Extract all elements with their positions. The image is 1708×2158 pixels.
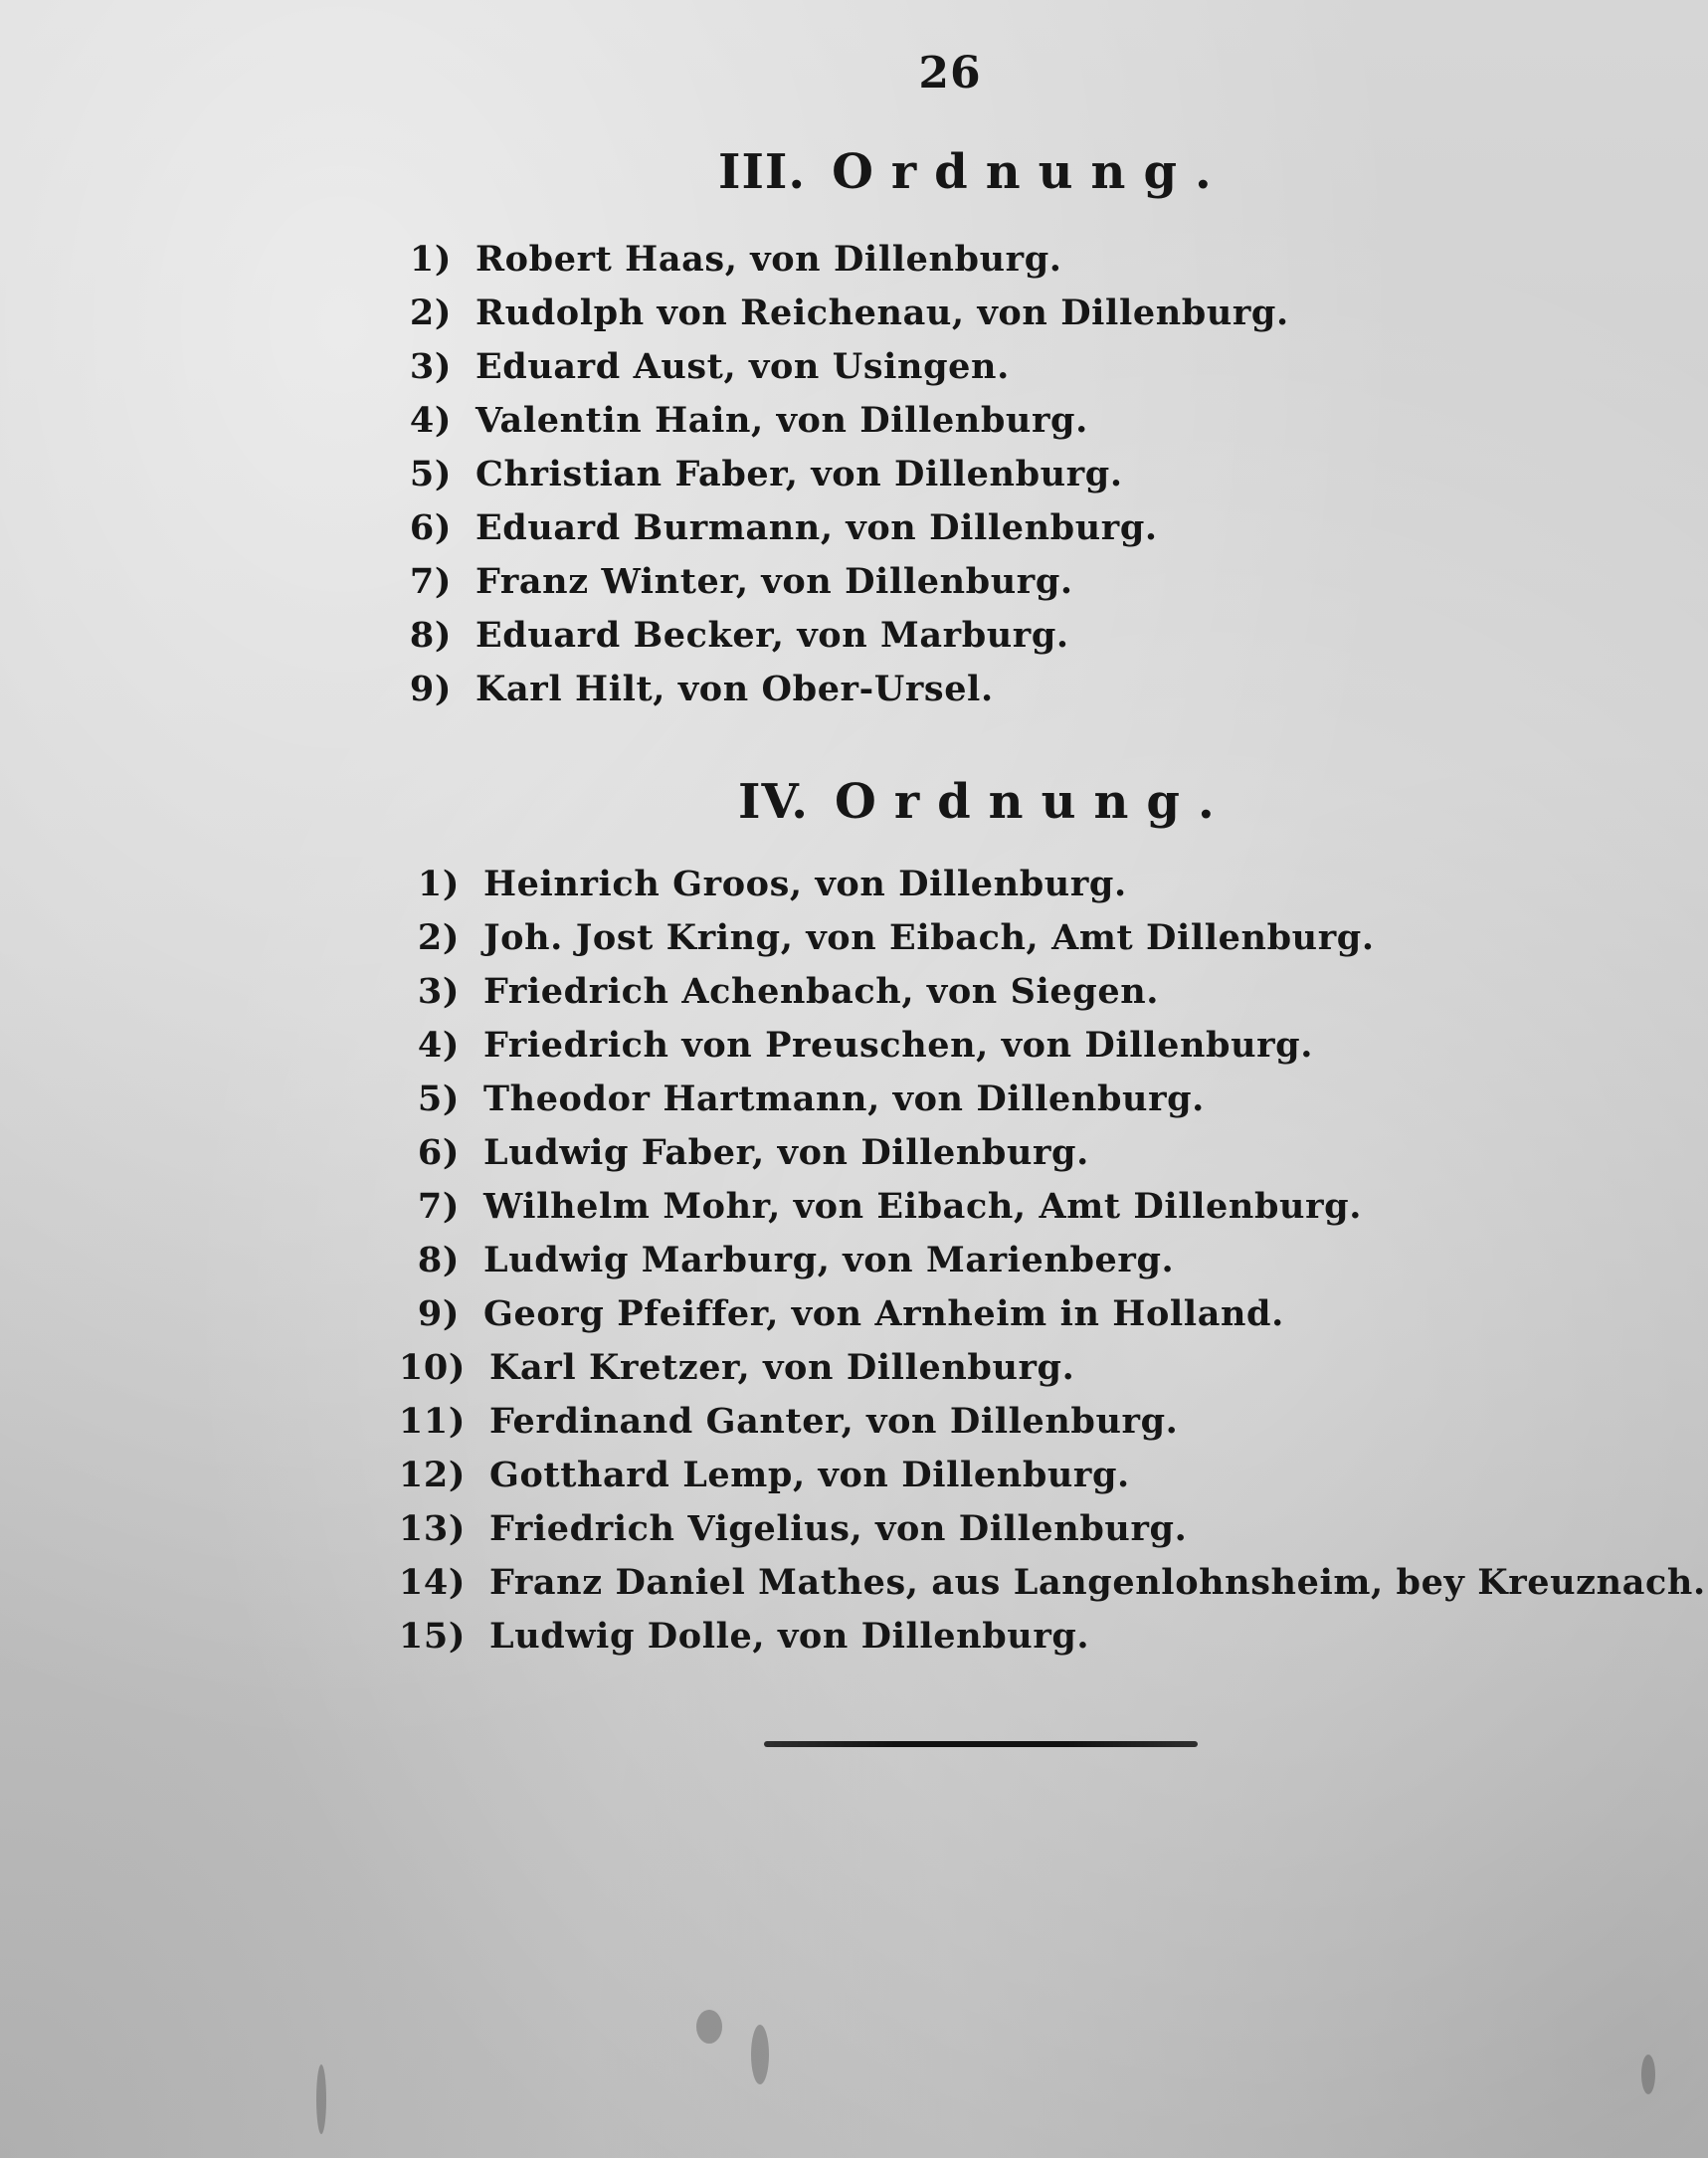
list-item: [386, 1019, 1706, 1073]
list-item: [386, 1287, 1706, 1341]
entry-text: Wilhelm Mohr, von Eibach, Amt Dillenburg.: [483, 1186, 1362, 1227]
list-item: [386, 1341, 1706, 1395]
entry-text: Georg Pfeiffer, von Arnheim in Holland.: [483, 1293, 1284, 1334]
entry-text: Robert Haas, von Dillenburg.: [475, 239, 1062, 280]
entry-number: 7): [409, 561, 452, 602]
entry-text: Karl Hilt, von Ober-Ursel.: [475, 669, 994, 709]
entry-text: Heinrich Groos, von Dillenburg.: [483, 864, 1127, 904]
entry-text: Ludwig Dolle, von Dillenburg.: [489, 1616, 1090, 1657]
list-item: [386, 1234, 1706, 1287]
entry-number: 7): [417, 1186, 460, 1227]
entry-number: 9): [409, 669, 452, 709]
entry-number: 13): [398, 1508, 466, 1549]
section-title: Ordnung.: [832, 144, 1230, 200]
entry-text: Franz Winter, von Dillenburg.: [475, 561, 1073, 602]
entry-text: Theodor Hartmann, von Dillenburg.: [483, 1079, 1205, 1119]
closing-rule-divider: [764, 1741, 1198, 1747]
entry-number: 5): [409, 454, 452, 494]
entry-number: 2): [409, 293, 452, 333]
entry-text: Friedrich von Preuschen, von Dillenburg.: [483, 1025, 1314, 1066]
entry-number: 4): [409, 400, 452, 441]
entry-number: 9): [417, 1293, 460, 1334]
list-item: [386, 1610, 1706, 1664]
entry-text: Ferdinand Ganter, von Dillenburg.: [489, 1401, 1179, 1442]
entry-text: Ludwig Faber, von Dillenburg.: [483, 1132, 1089, 1173]
entry-number: 1): [417, 864, 460, 904]
list-item: [386, 965, 1706, 1019]
list-item: [378, 663, 1289, 716]
entry-text: Eduard Becker, von Marburg.: [475, 615, 1069, 656]
entry-text: Joh. Jost Kring, von Eibach, Amt Dillenburg.: [483, 917, 1375, 958]
entry-number: 1): [409, 239, 452, 280]
list-item: [386, 1126, 1706, 1180]
list-item: [378, 340, 1289, 394]
entry-text: Valentin Hain, von Dillenburg.: [475, 400, 1088, 441]
entry-number: 15): [398, 1616, 466, 1657]
entry-number: 6): [417, 1132, 460, 1173]
list-item: [386, 858, 1706, 911]
entry-text: Friedrich Vigelius, von Dillenburg.: [489, 1508, 1188, 1549]
entry-number: 11): [398, 1401, 466, 1442]
entry-text: Ludwig Marburg, von Marienberg.: [483, 1240, 1175, 1280]
paper-stain: [1641, 2055, 1655, 2094]
entry-number: 5): [417, 1079, 460, 1119]
list-item: [378, 609, 1289, 663]
entry-number: 10): [398, 1347, 466, 1388]
list-item: [378, 501, 1289, 555]
list-item: [378, 394, 1289, 448]
entry-number: 3): [417, 971, 460, 1012]
entry-number: 8): [409, 615, 452, 656]
entry-text: Eduard Burmann, von Dillenburg.: [475, 507, 1158, 548]
section-numeral: III.: [718, 144, 807, 200]
entry-number: 3): [409, 346, 452, 387]
list-item: [386, 1449, 1706, 1502]
section-title: Ordnung.: [835, 774, 1233, 830]
list-item: [386, 1180, 1706, 1234]
entry-number: 6): [409, 507, 452, 548]
list-item: [378, 233, 1289, 287]
entry-number: 14): [398, 1562, 466, 1603]
list-item: [386, 1073, 1706, 1126]
entry-text: Gotthard Lemp, von Dillenburg.: [489, 1455, 1130, 1495]
entry-text: Franz Daniel Mathes, aus Langenlohnsheim, bey Kreuznach.: [489, 1562, 1706, 1603]
entry-text: Rudolph von Reichenau, von Dillenburg.: [475, 293, 1289, 333]
entry-number: 12): [398, 1455, 466, 1495]
paper-stain: [316, 2064, 326, 2134]
entry-number: 2): [417, 917, 460, 958]
section-heading-iv: [738, 774, 1233, 830]
entry-text: Friedrich Achenbach, von Siegen.: [483, 971, 1160, 1012]
entry-text: Eduard Aust, von Usingen.: [475, 346, 1010, 387]
section-numeral: IV.: [738, 774, 810, 830]
list-item: [378, 287, 1289, 340]
list-item: [386, 1556, 1706, 1610]
entry-number: 4): [417, 1025, 460, 1066]
page-number: 26: [918, 48, 982, 98]
list-item: [378, 448, 1289, 501]
entry-number: 8): [417, 1240, 460, 1280]
list-item: [386, 1395, 1706, 1449]
list-item: [386, 1502, 1706, 1556]
entry-text: Christian Faber, von Dillenburg.: [475, 454, 1123, 494]
section-heading-iii: [718, 144, 1230, 200]
paper-stain: [751, 2025, 769, 2084]
entry-text: Karl Kretzer, von Dillenburg.: [489, 1347, 1075, 1388]
paper-stain: [696, 2010, 722, 2044]
list-item: [386, 911, 1706, 965]
list-item: [378, 555, 1289, 609]
section-iii-list: [378, 233, 1289, 716]
section-iv-list: [386, 858, 1706, 1664]
